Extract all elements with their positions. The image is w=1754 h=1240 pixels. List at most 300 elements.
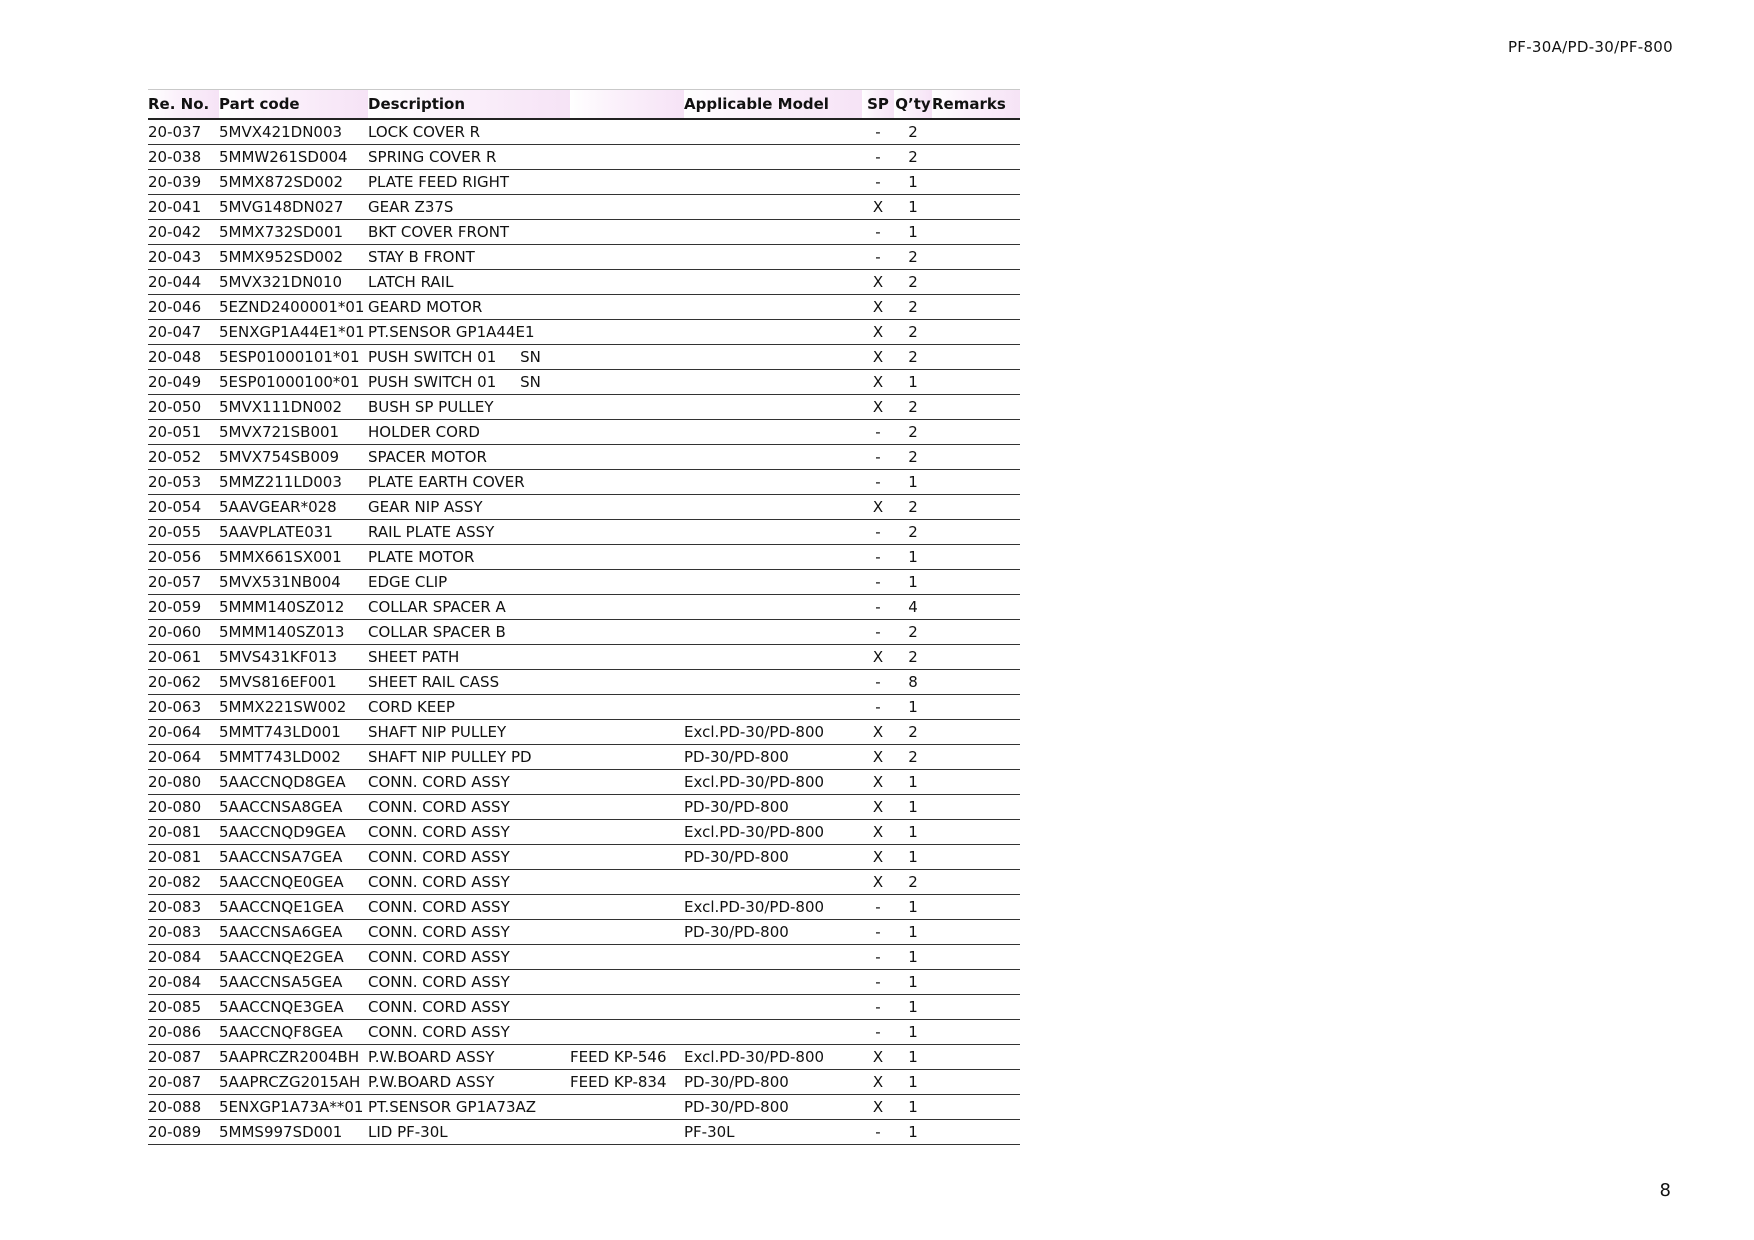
cell-applicable-model: [684, 119, 862, 145]
cell-remarks: [932, 145, 1020, 170]
cell-description-ext: [570, 220, 684, 245]
cell-re-no: 20-081: [148, 820, 219, 845]
cell-re-no: 20-086: [148, 1020, 219, 1045]
cell-description: CONN. CORD ASSY: [368, 845, 570, 870]
page-number: 8: [1659, 1180, 1671, 1201]
cell-qty: 2: [894, 395, 932, 420]
cell-qty: 1: [894, 170, 932, 195]
cell-sp: -: [862, 1120, 894, 1145]
cell-description: GEAR Z37S: [368, 195, 570, 220]
cell-re-no: 20-087: [148, 1045, 219, 1070]
cell-applicable-model: [684, 595, 862, 620]
cell-re-no: 20-053: [148, 470, 219, 495]
cell-remarks: [932, 395, 1020, 420]
cell-remarks: [932, 820, 1020, 845]
cell-re-no: 20-051: [148, 420, 219, 445]
cell-description-ext: [570, 995, 684, 1020]
cell-sp: X: [862, 845, 894, 870]
cell-sp: X: [862, 370, 894, 395]
cell-qty: 1: [894, 1120, 932, 1145]
table-row: [148, 870, 1020, 895]
cell-part-code: 5AACCNQD8GEA: [219, 770, 368, 795]
cell-remarks: [932, 795, 1020, 820]
cell-re-no: 20-052: [148, 445, 219, 470]
cell-applicable-model: [684, 145, 862, 170]
cell-description: CONN. CORD ASSY: [368, 870, 570, 895]
cell-description: GEAR NIP ASSY: [368, 495, 570, 520]
table-row: [148, 545, 1020, 570]
cell-remarks: [932, 995, 1020, 1020]
cell-applicable-model: [684, 195, 862, 220]
cell-qty: 1: [894, 845, 932, 870]
cell-part-code: 5ESP01000100*01: [219, 370, 368, 395]
cell-sp: -: [862, 119, 894, 145]
cell-re-no: 20-084: [148, 945, 219, 970]
cell-description: CONN. CORD ASSY: [368, 995, 570, 1020]
cell-applicable-model: [684, 370, 862, 395]
cell-qty: 2: [894, 270, 932, 295]
parts-table-body: [148, 119, 1020, 1145]
table-row: [148, 145, 1020, 170]
cell-part-code: 5MMT743LD002: [219, 745, 368, 770]
table-row: [148, 495, 1020, 520]
cell-part-code: 5MVG148DN027: [219, 195, 368, 220]
cell-description: CONN. CORD ASSY: [368, 945, 570, 970]
cell-description: RAIL PLATE ASSY: [368, 520, 570, 545]
cell-description-ext: [570, 395, 684, 420]
cell-description-ext: [570, 695, 684, 720]
cell-sp: X: [862, 770, 894, 795]
cell-re-no: 20-047: [148, 320, 219, 345]
cell-description-ext: [570, 495, 684, 520]
cell-applicable-model: [684, 245, 862, 270]
col-header-re-no: Re. No.: [148, 90, 219, 120]
cell-description-ext: [570, 945, 684, 970]
cell-description-ext: [570, 795, 684, 820]
cell-part-code: 5MVX754SB009: [219, 445, 368, 470]
cell-applicable-model: [684, 220, 862, 245]
cell-remarks: [932, 670, 1020, 695]
table-row: [148, 220, 1020, 245]
cell-remarks: [932, 770, 1020, 795]
cell-qty: 1: [894, 995, 932, 1020]
cell-sp: -: [862, 995, 894, 1020]
table-row: [148, 470, 1020, 495]
cell-remarks: [932, 1070, 1020, 1095]
cell-part-code: 5EZND2400001*01: [219, 295, 368, 320]
cell-description: LOCK COVER R: [368, 119, 570, 145]
cell-part-code: 5MMX661SX001: [219, 545, 368, 570]
cell-description-ext: [570, 745, 684, 770]
table-row: [148, 395, 1020, 420]
cell-applicable-model: [684, 170, 862, 195]
cell-description: CONN. CORD ASSY: [368, 820, 570, 845]
cell-description-ext: [570, 445, 684, 470]
cell-description-ext: [570, 645, 684, 670]
cell-description-ext: [570, 895, 684, 920]
cell-part-code: 5MMX221SW002: [219, 695, 368, 720]
cell-description: PLATE EARTH COVER: [368, 470, 570, 495]
cell-qty: 1: [894, 220, 932, 245]
cell-qty: 2: [894, 445, 932, 470]
cell-description: LATCH RAIL: [368, 270, 570, 295]
cell-sp: -: [862, 670, 894, 695]
cell-description: GEARD MOTOR: [368, 295, 570, 320]
cell-applicable-model: Excl.PD-30/PD-800: [684, 895, 862, 920]
table-row: [148, 370, 1020, 395]
cell-applicable-model: PD-30/PD-800: [684, 920, 862, 945]
cell-description: SHAFT NIP PULLEY: [368, 720, 570, 745]
cell-re-no: 20-083: [148, 895, 219, 920]
cell-part-code: 5MMX872SD002: [219, 170, 368, 195]
cell-qty: 1: [894, 545, 932, 570]
table-row: [148, 345, 1020, 370]
table-row: [148, 645, 1020, 670]
cell-qty: 2: [894, 745, 932, 770]
cell-qty: 2: [894, 720, 932, 745]
cell-description-ext: [570, 295, 684, 320]
cell-description: PUSH SWITCH 01 SN: [368, 370, 570, 395]
cell-re-no: 20-080: [148, 770, 219, 795]
col-header-applicable-model: Applicable Model: [684, 90, 862, 120]
cell-remarks: [932, 170, 1020, 195]
cell-applicable-model: Excl.PD-30/PD-800: [684, 820, 862, 845]
cell-remarks: [932, 1020, 1020, 1045]
cell-part-code: 5MMX952SD002: [219, 245, 368, 270]
cell-re-no: 20-049: [148, 370, 219, 395]
cell-re-no: 20-061: [148, 645, 219, 670]
cell-sp: X: [862, 795, 894, 820]
cell-sp: X: [862, 645, 894, 670]
table-row: [148, 995, 1020, 1020]
cell-remarks: [932, 119, 1020, 145]
cell-applicable-model: [684, 395, 862, 420]
cell-sp: -: [862, 920, 894, 945]
cell-part-code: 5MVX531NB004: [219, 570, 368, 595]
cell-sp: X: [862, 745, 894, 770]
cell-description-ext: [570, 1120, 684, 1145]
cell-description-ext: [570, 970, 684, 995]
cell-description-ext: FEED KP-546: [570, 1045, 684, 1070]
cell-sp: -: [862, 145, 894, 170]
cell-re-no: 20-044: [148, 270, 219, 295]
cell-description-ext: [570, 370, 684, 395]
cell-remarks: [932, 295, 1020, 320]
cell-description: CONN. CORD ASSY: [368, 1020, 570, 1045]
cell-part-code: 5AACCNQE1GEA: [219, 895, 368, 920]
col-header-description-ext: [570, 90, 684, 120]
cell-applicable-model: [684, 870, 862, 895]
cell-applicable-model: [684, 695, 862, 720]
cell-part-code: 5AACCNQE2GEA: [219, 945, 368, 970]
cell-applicable-model: [684, 670, 862, 695]
cell-qty: 1: [894, 570, 932, 595]
cell-sp: -: [862, 220, 894, 245]
cell-description: P.W.BOARD ASSY: [368, 1045, 570, 1070]
cell-re-no: 20-080: [148, 795, 219, 820]
cell-applicable-model: PD-30/PD-800: [684, 845, 862, 870]
cell-part-code: 5MVS431KF013: [219, 645, 368, 670]
cell-applicable-model: Excl.PD-30/PD-800: [684, 1045, 862, 1070]
cell-remarks: [932, 320, 1020, 345]
cell-qty: 2: [894, 870, 932, 895]
table-row: [148, 695, 1020, 720]
cell-applicable-model: PD-30/PD-800: [684, 1070, 862, 1095]
cell-description-ext: [570, 119, 684, 145]
cell-remarks: [932, 220, 1020, 245]
cell-sp: -: [862, 420, 894, 445]
cell-re-no: 20-059: [148, 595, 219, 620]
cell-applicable-model: [684, 570, 862, 595]
cell-part-code: 5AACCNQE0GEA: [219, 870, 368, 895]
cell-qty: 2: [894, 420, 932, 445]
table-row: [148, 295, 1020, 320]
cell-qty: 1: [894, 920, 932, 945]
col-header-description: Description: [368, 90, 570, 120]
cell-description-ext: [570, 270, 684, 295]
cell-applicable-model: [684, 545, 862, 570]
cell-description-ext: [570, 420, 684, 445]
cell-description-ext: [570, 620, 684, 645]
cell-qty: 1: [894, 1020, 932, 1045]
cell-description-ext: [570, 345, 684, 370]
cell-description: COLLAR SPACER B: [368, 620, 570, 645]
cell-remarks: [932, 270, 1020, 295]
cell-remarks: [932, 370, 1020, 395]
cell-description: CONN. CORD ASSY: [368, 920, 570, 945]
cell-applicable-model: [684, 345, 862, 370]
cell-re-no: 20-064: [148, 720, 219, 745]
cell-re-no: 20-088: [148, 1095, 219, 1120]
cell-sp: -: [862, 1020, 894, 1045]
table-row: [148, 1095, 1020, 1120]
table-row: [148, 620, 1020, 645]
cell-qty: 1: [894, 1095, 932, 1120]
cell-qty: 1: [894, 795, 932, 820]
table-row: [148, 945, 1020, 970]
cell-remarks: [932, 520, 1020, 545]
cell-part-code: 5AACCNSA5GEA: [219, 970, 368, 995]
col-header-remarks: Remarks: [932, 90, 1020, 120]
cell-qty: 2: [894, 620, 932, 645]
cell-remarks: [932, 845, 1020, 870]
cell-description-ext: [570, 870, 684, 895]
cell-re-no: 20-038: [148, 145, 219, 170]
cell-sp: -: [862, 470, 894, 495]
cell-remarks: [932, 895, 1020, 920]
cell-qty: 1: [894, 470, 932, 495]
cell-re-no: 20-081: [148, 845, 219, 870]
cell-sp: -: [862, 945, 894, 970]
table-row: [148, 245, 1020, 270]
cell-remarks: [932, 570, 1020, 595]
cell-sp: X: [862, 345, 894, 370]
table-row: [148, 1045, 1020, 1070]
cell-part-code: 5ESP01000101*01: [219, 345, 368, 370]
cell-part-code: 5MVX721SB001: [219, 420, 368, 445]
cell-description-ext: [570, 520, 684, 545]
cell-sp: X: [862, 820, 894, 845]
cell-applicable-model: [684, 520, 862, 545]
cell-remarks: [932, 870, 1020, 895]
cell-qty: 1: [894, 695, 932, 720]
cell-qty: 2: [894, 520, 932, 545]
cell-description-ext: FEED KP-834: [570, 1070, 684, 1095]
cell-remarks: [932, 545, 1020, 570]
table-row: [148, 595, 1020, 620]
cell-description: CONN. CORD ASSY: [368, 970, 570, 995]
cell-description: COLLAR SPACER A: [368, 595, 570, 620]
cell-sp: -: [862, 570, 894, 595]
cell-sp: X: [862, 395, 894, 420]
table-row: [148, 670, 1020, 695]
cell-sp: X: [862, 870, 894, 895]
cell-part-code: 5MVX421DN003: [219, 119, 368, 145]
col-header-sp: SP: [862, 90, 894, 120]
cell-qty: 1: [894, 945, 932, 970]
table-row: [148, 570, 1020, 595]
cell-description: SPRING COVER R: [368, 145, 570, 170]
cell-description-ext: [570, 245, 684, 270]
cell-qty: 2: [894, 295, 932, 320]
cell-sp: X: [862, 295, 894, 320]
cell-qty: 1: [894, 820, 932, 845]
cell-remarks: [932, 720, 1020, 745]
table-row: [148, 745, 1020, 770]
cell-part-code: 5MMM140SZ012: [219, 595, 368, 620]
cell-part-code: 5MMM140SZ013: [219, 620, 368, 645]
cell-qty: 1: [894, 1045, 932, 1070]
cell-re-no: 20-041: [148, 195, 219, 220]
cell-re-no: 20-042: [148, 220, 219, 245]
cell-remarks: [932, 970, 1020, 995]
cell-description-ext: [570, 570, 684, 595]
cell-part-code: 5AACCNSA6GEA: [219, 920, 368, 945]
cell-remarks: [932, 920, 1020, 945]
cell-remarks: [932, 1095, 1020, 1120]
cell-applicable-model: [684, 445, 862, 470]
cell-sp: -: [862, 170, 894, 195]
cell-part-code: 5MVS816EF001: [219, 670, 368, 695]
cell-sp: X: [862, 1045, 894, 1070]
cell-applicable-model: [684, 1020, 862, 1045]
cell-description: BUSH SP PULLEY: [368, 395, 570, 420]
cell-applicable-model: [684, 420, 862, 445]
table-row: [148, 1070, 1020, 1095]
cell-description: P.W.BOARD ASSY: [368, 1070, 570, 1095]
cell-qty: 2: [894, 320, 932, 345]
cell-applicable-model: PD-30/PD-800: [684, 795, 862, 820]
cell-part-code: 5AACCNQD9GEA: [219, 820, 368, 845]
cell-re-no: 20-083: [148, 920, 219, 945]
cell-description-ext: [570, 170, 684, 195]
cell-description: SPACER MOTOR: [368, 445, 570, 470]
cell-part-code: 5MMW261SD004: [219, 145, 368, 170]
cell-qty: 2: [894, 645, 932, 670]
cell-description: STAY B FRONT: [368, 245, 570, 270]
cell-qty: 1: [894, 895, 932, 920]
cell-re-no: 20-084: [148, 970, 219, 995]
table-row: [148, 320, 1020, 345]
cell-part-code: 5ENXGP1A44E1*01: [219, 320, 368, 345]
cell-sp: X: [862, 1095, 894, 1120]
cell-description: CONN. CORD ASSY: [368, 895, 570, 920]
cell-description-ext: [570, 145, 684, 170]
cell-remarks: [932, 470, 1020, 495]
col-header-qty: Q’ty: [894, 90, 932, 120]
cell-description: SHAFT NIP PULLEY PD: [368, 745, 570, 770]
cell-applicable-model: [684, 470, 862, 495]
cell-sp: -: [862, 595, 894, 620]
cell-description: SHEET RAIL CASS: [368, 670, 570, 695]
table-row: [148, 920, 1020, 945]
table-row: [148, 270, 1020, 295]
cell-description: PLATE MOTOR: [368, 545, 570, 570]
cell-part-code: 5AACCNQE3GEA: [219, 995, 368, 1020]
table-row: [148, 195, 1020, 220]
table-row: [148, 119, 1020, 145]
cell-remarks: [932, 945, 1020, 970]
table-row: [148, 1120, 1020, 1145]
cell-applicable-model: [684, 295, 862, 320]
cell-part-code: 5MMZ211LD003: [219, 470, 368, 495]
cell-sp: -: [862, 445, 894, 470]
cell-part-code: 5ENXGP1A73A**01: [219, 1095, 368, 1120]
cell-re-no: 20-060: [148, 620, 219, 645]
cell-qty: 2: [894, 345, 932, 370]
col-header-part-code: Part code: [219, 90, 368, 120]
cell-re-no: 20-057: [148, 570, 219, 595]
cell-remarks: [932, 645, 1020, 670]
cell-re-no: 20-062: [148, 670, 219, 695]
cell-description: PLATE FEED RIGHT: [368, 170, 570, 195]
table-row: [148, 170, 1020, 195]
table-row: [148, 820, 1020, 845]
cell-sp: X: [862, 195, 894, 220]
cell-qty: 2: [894, 245, 932, 270]
cell-description-ext: [570, 720, 684, 745]
cell-description-ext: [570, 1095, 684, 1120]
cell-part-code: 5AAPRCZR2004BH: [219, 1045, 368, 1070]
cell-qty: 1: [894, 770, 932, 795]
cell-qty: 2: [894, 119, 932, 145]
cell-description: PUSH SWITCH 01 SN: [368, 345, 570, 370]
table-row: [148, 1020, 1020, 1045]
cell-description-ext: [570, 470, 684, 495]
cell-description: PT.SENSOR GP1A44E1: [368, 320, 570, 345]
cell-sp: -: [862, 895, 894, 920]
cell-sp: X: [862, 1070, 894, 1095]
cell-remarks: [932, 445, 1020, 470]
cell-remarks: [932, 345, 1020, 370]
cell-description: HOLDER CORD: [368, 420, 570, 445]
table-row: [148, 770, 1020, 795]
cell-remarks: [932, 195, 1020, 220]
table-row: [148, 795, 1020, 820]
cell-remarks: [932, 595, 1020, 620]
document-model-title: PF-30A/PD-30/PF-800: [1507, 38, 1673, 56]
cell-description-ext: [570, 820, 684, 845]
cell-re-no: 20-064: [148, 745, 219, 770]
cell-description: PT.SENSOR GP1A73AZ: [368, 1095, 570, 1120]
cell-description: CONN. CORD ASSY: [368, 795, 570, 820]
parts-list-table: [148, 89, 1020, 1145]
cell-part-code: 5AACCNSA8GEA: [219, 795, 368, 820]
cell-applicable-model: [684, 270, 862, 295]
cell-description: LID PF-30L: [368, 1120, 570, 1145]
cell-qty: 8: [894, 670, 932, 695]
cell-applicable-model: [684, 495, 862, 520]
